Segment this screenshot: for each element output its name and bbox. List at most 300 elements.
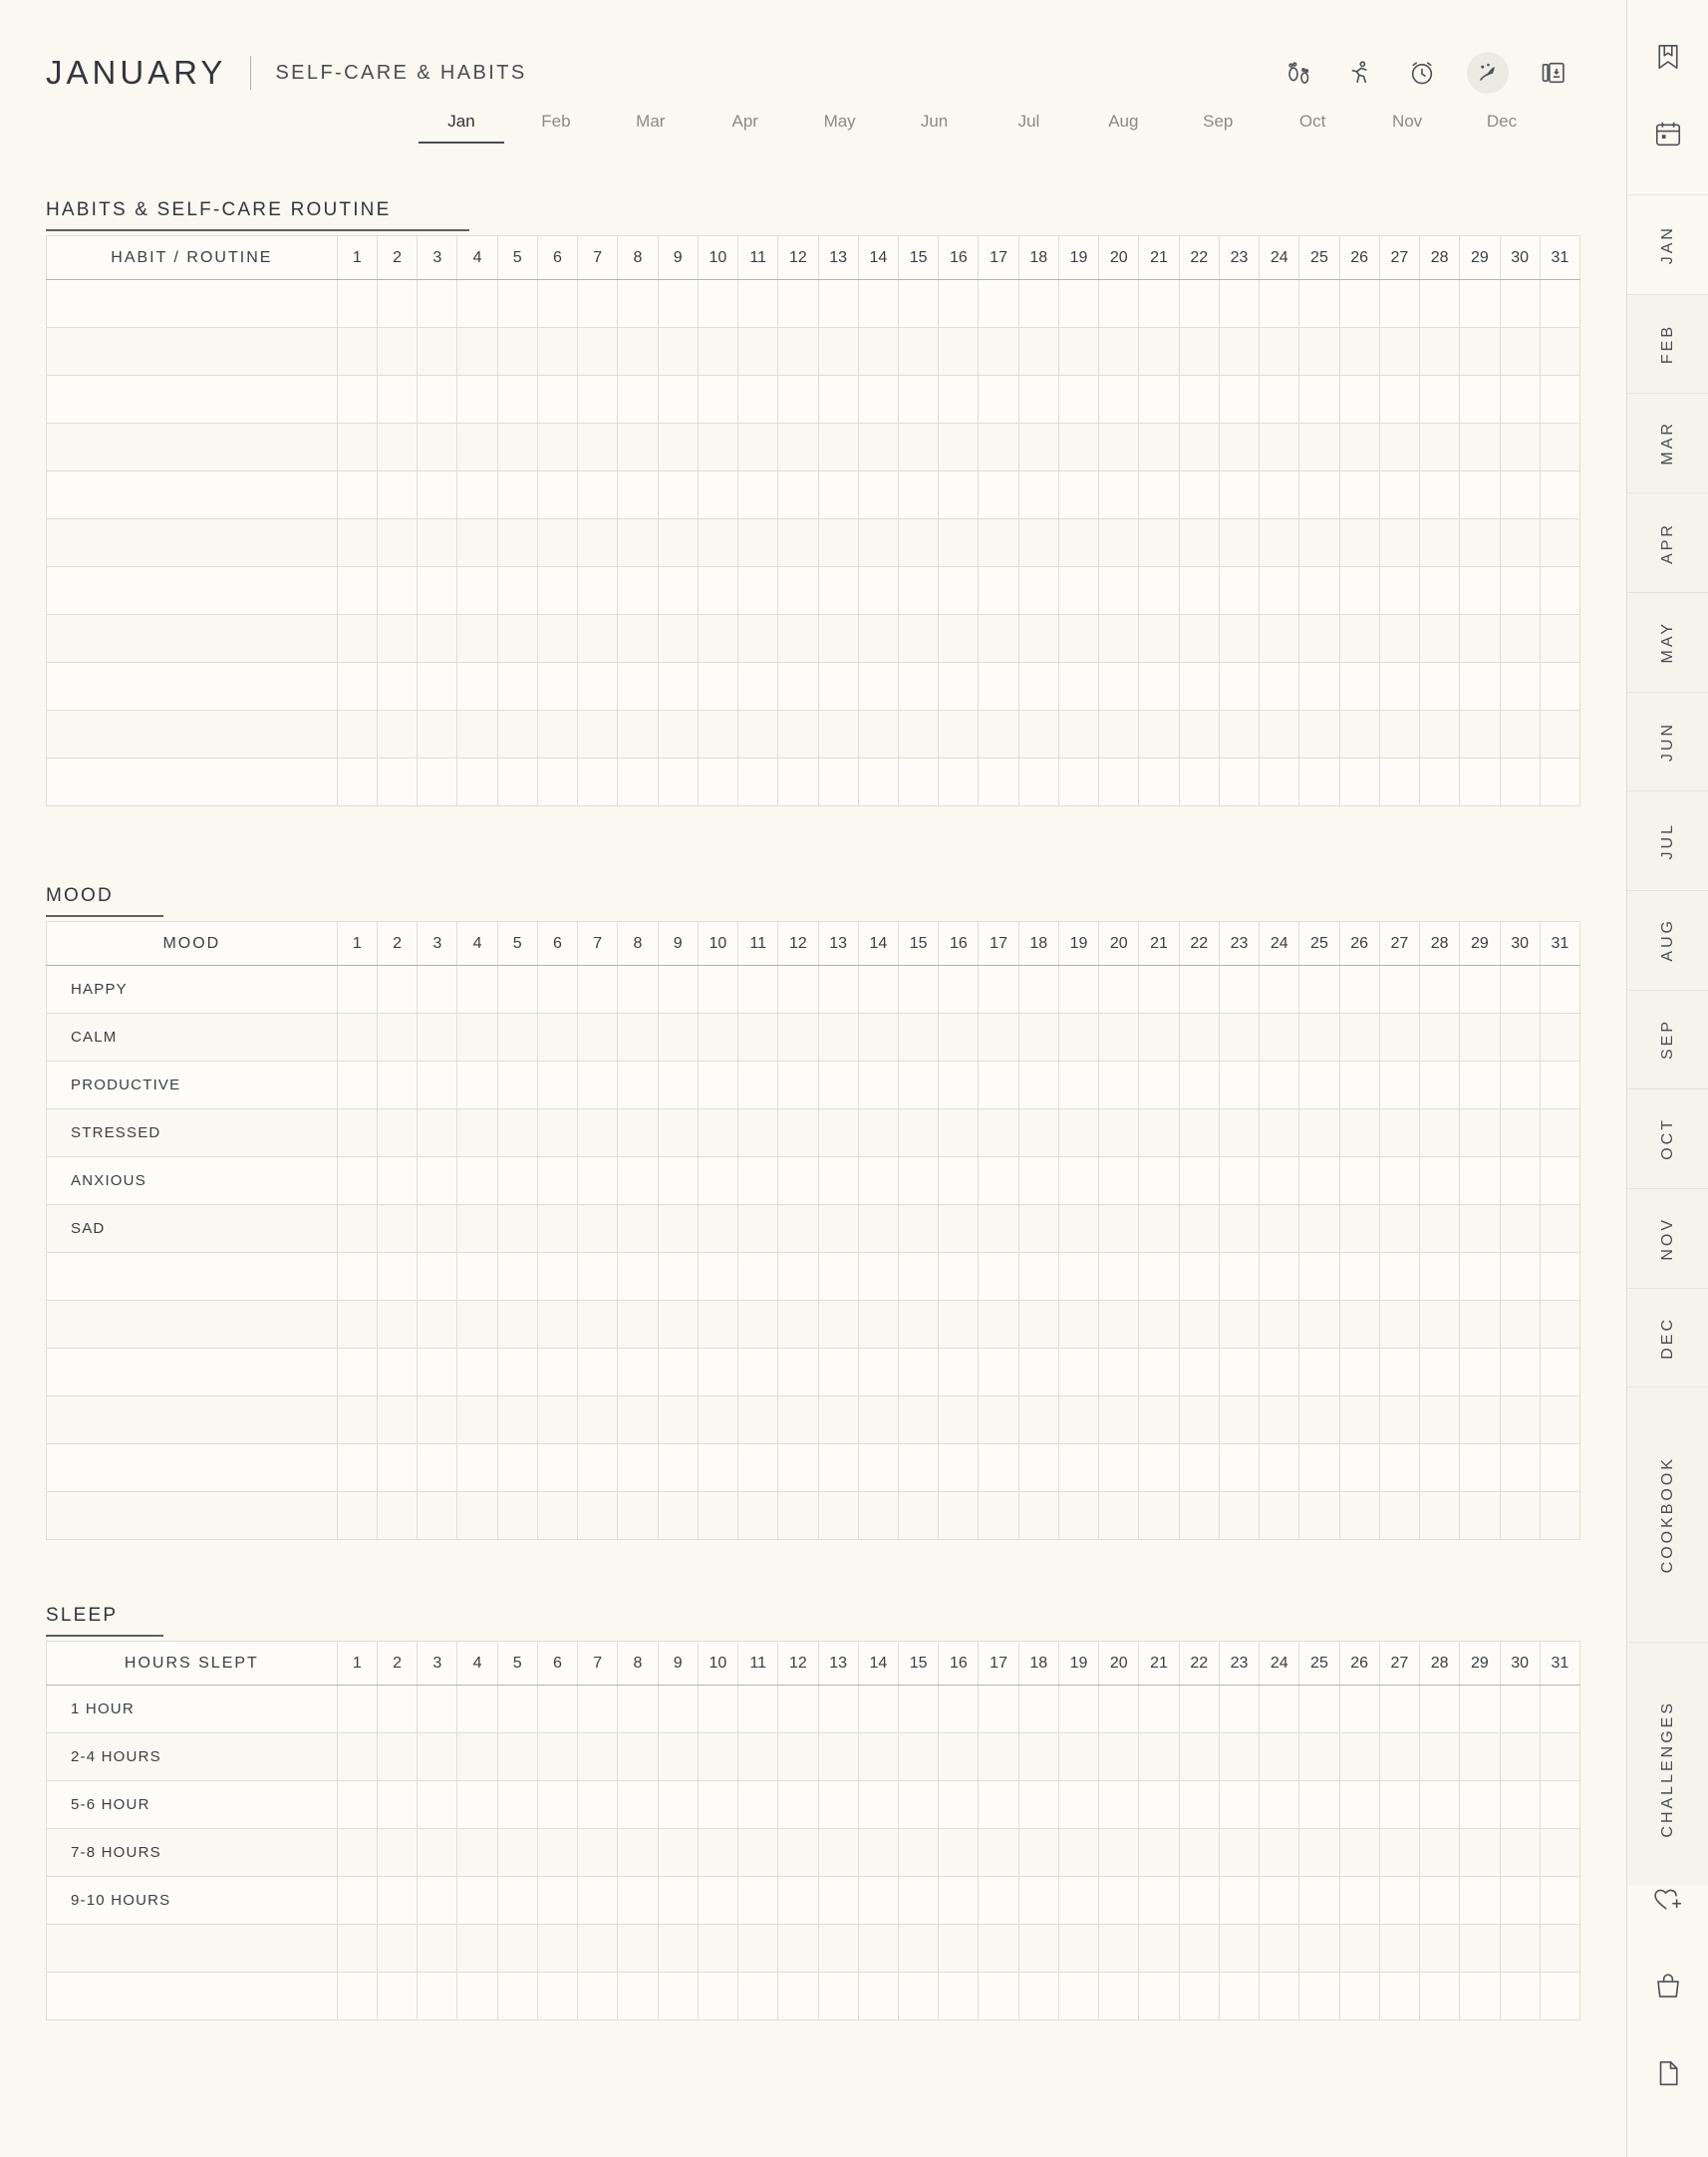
day-cell-28[interactable]	[1420, 424, 1460, 471]
day-cell-6[interactable]	[537, 1109, 577, 1157]
day-cell-26[interactable]	[1339, 1733, 1379, 1781]
day-cell-2[interactable]	[377, 1781, 417, 1829]
day-cell-30[interactable]	[1500, 376, 1540, 424]
day-cell-2[interactable]	[377, 1253, 417, 1301]
day-cell-23[interactable]	[1219, 567, 1259, 615]
day-cell-30[interactable]	[1500, 519, 1540, 567]
day-cell-1[interactable]	[337, 1877, 377, 1925]
day-cell-8[interactable]	[618, 1925, 658, 1973]
day-cell-3[interactable]	[418, 1444, 457, 1492]
day-cell-14[interactable]	[858, 376, 898, 424]
day-cell-1[interactable]	[337, 615, 377, 663]
day-cell-16[interactable]	[939, 1781, 979, 1829]
day-cell-28[interactable]	[1420, 1686, 1460, 1733]
day-cell-17[interactable]	[979, 519, 1018, 567]
day-cell-8[interactable]	[618, 1253, 658, 1301]
day-cell-6[interactable]	[537, 1492, 577, 1540]
day-cell-20[interactable]	[1099, 1781, 1139, 1829]
day-cell-5[interactable]	[497, 615, 537, 663]
day-cell-11[interactable]	[738, 615, 778, 663]
day-cell-26[interactable]	[1339, 1253, 1379, 1301]
day-cell-27[interactable]	[1379, 1492, 1419, 1540]
day-cell-19[interactable]	[1058, 759, 1098, 806]
day-cell-14[interactable]	[858, 1396, 898, 1444]
day-cell-31[interactable]	[1540, 759, 1579, 806]
day-cell-16[interactable]	[939, 1157, 979, 1205]
day-cell-10[interactable]	[698, 759, 737, 806]
day-cell-13[interactable]	[818, 1349, 858, 1396]
table-row[interactable]	[47, 424, 1580, 471]
day-cell-9[interactable]	[658, 280, 698, 328]
day-cell-6[interactable]	[537, 663, 577, 711]
day-cell-31[interactable]	[1540, 1301, 1579, 1349]
day-cell-9[interactable]	[658, 1253, 698, 1301]
day-cell-19[interactable]	[1058, 1396, 1098, 1444]
day-cell-19[interactable]	[1058, 1157, 1098, 1205]
day-cell-18[interactable]	[1018, 1925, 1058, 1973]
day-cell-2[interactable]	[377, 1301, 417, 1349]
day-cell-27[interactable]	[1379, 711, 1419, 759]
day-cell-27[interactable]	[1379, 1973, 1419, 2020]
day-cell-16[interactable]	[939, 519, 979, 567]
month-tab-sep[interactable]: Sep	[1203, 112, 1234, 131]
day-cell-19[interactable]	[1058, 1014, 1098, 1062]
day-cell-29[interactable]	[1460, 1877, 1500, 1925]
day-cell-25[interactable]	[1299, 567, 1339, 615]
day-cell-20[interactable]	[1099, 376, 1139, 424]
day-cell-21[interactable]	[1139, 1157, 1179, 1205]
day-cell-17[interactable]	[979, 1014, 1018, 1062]
day-cell-24[interactable]	[1260, 519, 1299, 567]
day-cell-31[interactable]	[1540, 711, 1579, 759]
day-cell-17[interactable]	[979, 1396, 1018, 1444]
day-cell-7[interactable]	[578, 1492, 618, 1540]
day-cell-30[interactable]	[1500, 1157, 1540, 1205]
day-cell-12[interactable]	[778, 663, 818, 711]
month-tab-nov[interactable]: Nov	[1391, 112, 1423, 131]
day-cell-5[interactable]	[497, 1829, 537, 1877]
day-cell-31[interactable]	[1540, 1444, 1579, 1492]
day-cell-28[interactable]	[1420, 1444, 1460, 1492]
day-cell-4[interactable]	[457, 424, 497, 471]
day-cell-4[interactable]	[457, 1973, 497, 2020]
day-cell-25[interactable]	[1299, 519, 1339, 567]
row-label[interactable]	[47, 471, 338, 519]
day-cell-18[interactable]	[1018, 1205, 1058, 1253]
day-cell-5[interactable]	[497, 376, 537, 424]
day-cell-3[interactable]	[418, 1396, 457, 1444]
day-cell-23[interactable]	[1219, 1157, 1259, 1205]
day-cell-27[interactable]	[1379, 1062, 1419, 1109]
day-cell-18[interactable]	[1018, 1733, 1058, 1781]
day-cell-17[interactable]	[979, 663, 1018, 711]
day-cell-21[interactable]	[1139, 1973, 1179, 2020]
day-cell-25[interactable]	[1299, 1925, 1339, 1973]
day-cell-29[interactable]	[1460, 471, 1500, 519]
day-cell-13[interactable]	[818, 1925, 858, 1973]
day-cell-8[interactable]	[618, 615, 658, 663]
day-cell-2[interactable]	[377, 471, 417, 519]
day-cell-4[interactable]	[457, 1925, 497, 1973]
day-cell-28[interactable]	[1420, 1062, 1460, 1109]
day-cell-14[interactable]	[858, 759, 898, 806]
day-cell-16[interactable]	[939, 1109, 979, 1157]
day-cell-21[interactable]	[1139, 1444, 1179, 1492]
day-cell-11[interactable]	[738, 1686, 778, 1733]
day-cell-10[interactable]	[698, 1781, 737, 1829]
day-cell-18[interactable]	[1018, 711, 1058, 759]
day-cell-5[interactable]	[497, 328, 537, 376]
day-cell-5[interactable]	[497, 1733, 537, 1781]
day-cell-20[interactable]	[1099, 519, 1139, 567]
day-cell-22[interactable]	[1179, 1014, 1219, 1062]
day-cell-23[interactable]	[1219, 1444, 1259, 1492]
day-cell-20[interactable]	[1099, 1733, 1139, 1781]
day-cell-13[interactable]	[818, 1396, 858, 1444]
day-cell-21[interactable]	[1139, 966, 1179, 1014]
day-cell-23[interactable]	[1219, 1396, 1259, 1444]
day-cell-14[interactable]	[858, 1492, 898, 1540]
day-cell-21[interactable]	[1139, 1733, 1179, 1781]
bookmark-icon[interactable]	[1653, 42, 1683, 77]
day-cell-5[interactable]	[497, 1396, 537, 1444]
row-label[interactable]: 9-10 HOURS	[47, 1877, 338, 1925]
day-cell-13[interactable]	[818, 1157, 858, 1205]
day-cell-17[interactable]	[979, 1877, 1018, 1925]
day-cell-8[interactable]	[618, 1205, 658, 1253]
day-cell-26[interactable]	[1339, 1349, 1379, 1396]
day-cell-18[interactable]	[1018, 1253, 1058, 1301]
day-cell-7[interactable]	[578, 1301, 618, 1349]
month-tab-mar[interactable]: Mar	[636, 112, 666, 131]
day-cell-12[interactable]	[778, 1686, 818, 1733]
day-cell-9[interactable]	[658, 1492, 698, 1540]
day-cell-13[interactable]	[818, 328, 858, 376]
day-cell-14[interactable]	[858, 1781, 898, 1829]
day-cell-14[interactable]	[858, 1349, 898, 1396]
day-cell-29[interactable]	[1460, 1109, 1500, 1157]
month-selector[interactable]	[419, 112, 1545, 144]
day-cell-28[interactable]	[1420, 1973, 1460, 2020]
day-cell-7[interactable]	[578, 1925, 618, 1973]
row-label[interactable]	[47, 759, 338, 806]
day-cell-18[interactable]	[1018, 1973, 1058, 2020]
rail-tab-may[interactable]	[1627, 593, 1708, 693]
row-label[interactable]	[47, 1253, 338, 1301]
day-cell-24[interactable]	[1260, 328, 1299, 376]
day-cell-28[interactable]	[1420, 471, 1460, 519]
day-cell-20[interactable]	[1099, 663, 1139, 711]
day-cell-7[interactable]	[578, 1205, 618, 1253]
day-cell-14[interactable]	[858, 1014, 898, 1062]
day-cell-8[interactable]	[618, 280, 658, 328]
day-cell-3[interactable]	[418, 711, 457, 759]
day-cell-22[interactable]	[1179, 1444, 1219, 1492]
day-cell-30[interactable]	[1500, 280, 1540, 328]
day-cell-27[interactable]	[1379, 1396, 1419, 1444]
day-cell-26[interactable]	[1339, 1109, 1379, 1157]
day-cell-31[interactable]	[1540, 471, 1579, 519]
day-cell-20[interactable]	[1099, 567, 1139, 615]
day-cell-19[interactable]	[1058, 1062, 1098, 1109]
day-cell-9[interactable]	[658, 966, 698, 1014]
day-cell-5[interactable]	[497, 280, 537, 328]
day-cell-10[interactable]	[698, 1877, 737, 1925]
day-cell-21[interactable]	[1139, 663, 1179, 711]
day-cell-8[interactable]	[618, 424, 658, 471]
day-cell-25[interactable]	[1299, 1973, 1339, 2020]
day-cell-2[interactable]	[377, 1492, 417, 1540]
day-cell-13[interactable]	[818, 1253, 858, 1301]
day-cell-30[interactable]	[1500, 1829, 1540, 1877]
habits-table-body[interactable]	[47, 280, 1580, 806]
day-cell-7[interactable]	[578, 1062, 618, 1109]
day-cell-4[interactable]	[457, 711, 497, 759]
day-cell-28[interactable]	[1420, 759, 1460, 806]
day-cell-10[interactable]	[698, 519, 737, 567]
day-cell-23[interactable]	[1219, 1686, 1259, 1733]
day-cell-2[interactable]	[377, 1877, 417, 1925]
day-cell-21[interactable]	[1139, 328, 1179, 376]
day-cell-15[interactable]	[898, 1109, 938, 1157]
day-cell-18[interactable]	[1018, 1492, 1058, 1540]
day-cell-15[interactable]	[898, 615, 938, 663]
day-cell-28[interactable]	[1420, 1925, 1460, 1973]
day-cell-7[interactable]	[578, 966, 618, 1014]
day-cell-2[interactable]	[377, 328, 417, 376]
day-cell-30[interactable]	[1500, 711, 1540, 759]
day-cell-11[interactable]	[738, 1492, 778, 1540]
day-cell-24[interactable]	[1260, 1014, 1299, 1062]
day-cell-13[interactable]	[818, 1781, 858, 1829]
day-cell-15[interactable]	[898, 376, 938, 424]
day-cell-29[interactable]	[1460, 1014, 1500, 1062]
day-cell-21[interactable]	[1139, 711, 1179, 759]
day-cell-3[interactable]	[418, 1829, 457, 1877]
day-cell-9[interactable]	[658, 1396, 698, 1444]
day-cell-16[interactable]	[939, 1205, 979, 1253]
day-cell-13[interactable]	[818, 663, 858, 711]
day-cell-11[interactable]	[738, 328, 778, 376]
day-cell-16[interactable]	[939, 328, 979, 376]
day-cell-4[interactable]	[457, 328, 497, 376]
day-cell-1[interactable]	[337, 1205, 377, 1253]
day-cell-22[interactable]	[1179, 1829, 1219, 1877]
day-cell-2[interactable]	[377, 966, 417, 1014]
day-cell-11[interactable]	[738, 1877, 778, 1925]
day-cell-7[interactable]	[578, 1973, 618, 2020]
row-label[interactable]	[47, 567, 338, 615]
day-cell-5[interactable]	[497, 1014, 537, 1062]
day-cell-12[interactable]	[778, 376, 818, 424]
day-cell-9[interactable]	[658, 567, 698, 615]
day-cell-9[interactable]	[658, 519, 698, 567]
day-cell-10[interactable]	[698, 376, 737, 424]
day-cell-18[interactable]	[1018, 615, 1058, 663]
day-cell-29[interactable]	[1460, 1686, 1500, 1733]
day-cell-3[interactable]	[418, 615, 457, 663]
day-cell-15[interactable]	[898, 1253, 938, 1301]
day-cell-7[interactable]	[578, 1109, 618, 1157]
day-cell-25[interactable]	[1299, 1829, 1339, 1877]
day-cell-27[interactable]	[1379, 376, 1419, 424]
day-cell-3[interactable]	[418, 1686, 457, 1733]
day-cell-8[interactable]	[618, 1492, 658, 1540]
day-cell-26[interactable]	[1339, 471, 1379, 519]
day-cell-15[interactable]	[898, 1492, 938, 1540]
day-cell-18[interactable]	[1018, 280, 1058, 328]
day-cell-17[interactable]	[979, 1062, 1018, 1109]
day-cell-27[interactable]	[1379, 1253, 1419, 1301]
day-cell-31[interactable]	[1540, 1829, 1579, 1877]
day-cell-6[interactable]	[537, 280, 577, 328]
row-label[interactable]: 7-8 HOURS	[47, 1829, 338, 1877]
day-cell-23[interactable]	[1219, 519, 1259, 567]
day-cell-11[interactable]	[738, 471, 778, 519]
day-cell-30[interactable]	[1500, 1062, 1540, 1109]
day-cell-14[interactable]	[858, 471, 898, 519]
day-cell-15[interactable]	[898, 1733, 938, 1781]
day-cell-2[interactable]	[377, 1062, 417, 1109]
day-cell-22[interactable]	[1179, 1686, 1219, 1733]
table-row[interactable]	[47, 615, 1580, 663]
day-cell-27[interactable]	[1379, 471, 1419, 519]
day-cell-20[interactable]	[1099, 424, 1139, 471]
day-cell-22[interactable]	[1179, 1396, 1219, 1444]
day-cell-3[interactable]	[418, 280, 457, 328]
day-cell-4[interactable]	[457, 1686, 497, 1733]
day-cell-5[interactable]	[497, 1973, 537, 2020]
heart-plus-icon[interactable]	[1652, 1885, 1684, 1920]
day-cell-24[interactable]	[1260, 1396, 1299, 1444]
day-cell-8[interactable]	[618, 1444, 658, 1492]
day-cell-3[interactable]	[418, 1062, 457, 1109]
day-cell-2[interactable]	[377, 567, 417, 615]
day-cell-26[interactable]	[1339, 615, 1379, 663]
day-cell-6[interactable]	[537, 376, 577, 424]
rail-tab-aug[interactable]	[1627, 891, 1708, 991]
day-cell-18[interactable]	[1018, 567, 1058, 615]
day-cell-26[interactable]	[1339, 1396, 1379, 1444]
rail-tab-jul[interactable]	[1627, 791, 1708, 891]
day-cell-8[interactable]	[618, 966, 658, 1014]
day-cell-2[interactable]	[377, 711, 417, 759]
day-cell-14[interactable]	[858, 1109, 898, 1157]
day-cell-30[interactable]	[1500, 1686, 1540, 1733]
day-cell-16[interactable]	[939, 1829, 979, 1877]
day-cell-30[interactable]	[1500, 1492, 1540, 1540]
table-row[interactable]	[47, 1733, 1580, 1781]
day-cell-30[interactable]	[1500, 1444, 1540, 1492]
rail-tab-apr[interactable]	[1627, 493, 1708, 593]
day-cell-27[interactable]	[1379, 519, 1419, 567]
day-cell-29[interactable]	[1460, 567, 1500, 615]
day-cell-28[interactable]	[1420, 1733, 1460, 1781]
day-cell-28[interactable]	[1420, 1396, 1460, 1444]
day-cell-29[interactable]	[1460, 663, 1500, 711]
day-cell-4[interactable]	[457, 615, 497, 663]
day-cell-21[interactable]	[1139, 471, 1179, 519]
day-cell-19[interactable]	[1058, 376, 1098, 424]
day-cell-8[interactable]	[618, 471, 658, 519]
day-cell-28[interactable]	[1420, 328, 1460, 376]
day-cell-26[interactable]	[1339, 663, 1379, 711]
day-cell-19[interactable]	[1058, 1349, 1098, 1396]
day-cell-4[interactable]	[457, 1396, 497, 1444]
day-cell-14[interactable]	[858, 966, 898, 1014]
day-cell-25[interactable]	[1299, 471, 1339, 519]
day-cell-13[interactable]	[818, 1973, 858, 2020]
day-cell-25[interactable]	[1299, 1205, 1339, 1253]
day-cell-12[interactable]	[778, 1877, 818, 1925]
day-cell-12[interactable]	[778, 1349, 818, 1396]
day-cell-15[interactable]	[898, 1062, 938, 1109]
day-cell-30[interactable]	[1500, 1349, 1540, 1396]
day-cell-1[interactable]	[337, 1349, 377, 1396]
day-cell-9[interactable]	[658, 1733, 698, 1781]
month-tab-may[interactable]: May	[823, 112, 856, 131]
day-cell-8[interactable]	[618, 376, 658, 424]
day-cell-19[interactable]	[1058, 1205, 1098, 1253]
day-cell-22[interactable]	[1179, 1062, 1219, 1109]
day-cell-26[interactable]	[1339, 1877, 1379, 1925]
day-cell-1[interactable]	[337, 1492, 377, 1540]
day-cell-14[interactable]	[858, 1444, 898, 1492]
day-cell-15[interactable]	[898, 1877, 938, 1925]
day-cell-3[interactable]	[418, 1109, 457, 1157]
day-cell-31[interactable]	[1540, 1253, 1579, 1301]
row-label[interactable]	[47, 1973, 338, 2020]
day-cell-30[interactable]	[1500, 1396, 1540, 1444]
day-cell-22[interactable]	[1179, 1733, 1219, 1781]
day-cell-17[interactable]	[979, 1349, 1018, 1396]
day-cell-19[interactable]	[1058, 1877, 1098, 1925]
day-cell-22[interactable]	[1179, 328, 1219, 376]
day-cell-23[interactable]	[1219, 1877, 1259, 1925]
day-cell-4[interactable]	[457, 1109, 497, 1157]
day-cell-27[interactable]	[1379, 1205, 1419, 1253]
day-cell-19[interactable]	[1058, 1686, 1098, 1733]
day-cell-1[interactable]	[337, 376, 377, 424]
day-cell-6[interactable]	[537, 1686, 577, 1733]
day-cell-11[interactable]	[738, 663, 778, 711]
day-cell-11[interactable]	[738, 1301, 778, 1349]
day-cell-30[interactable]	[1500, 1877, 1540, 1925]
day-cell-18[interactable]	[1018, 1444, 1058, 1492]
row-label[interactable]	[47, 280, 338, 328]
day-cell-22[interactable]	[1179, 471, 1219, 519]
day-cell-24[interactable]	[1260, 471, 1299, 519]
row-label[interactable]	[47, 1396, 338, 1444]
day-cell-17[interactable]	[979, 966, 1018, 1014]
day-cell-12[interactable]	[778, 711, 818, 759]
table-row[interactable]	[47, 1781, 1580, 1829]
day-cell-25[interactable]	[1299, 424, 1339, 471]
day-cell-8[interactable]	[618, 1109, 658, 1157]
day-cell-20[interactable]	[1099, 1301, 1139, 1349]
day-cell-4[interactable]	[457, 567, 497, 615]
row-label[interactable]: PRODUCTIVE	[47, 1062, 338, 1109]
day-cell-9[interactable]	[658, 1349, 698, 1396]
day-cell-7[interactable]	[578, 1733, 618, 1781]
row-label[interactable]	[47, 328, 338, 376]
day-cell-9[interactable]	[658, 1301, 698, 1349]
day-cell-16[interactable]	[939, 424, 979, 471]
table-row[interactable]	[47, 1014, 1580, 1062]
day-cell-14[interactable]	[858, 1973, 898, 2020]
day-cell-31[interactable]	[1540, 1781, 1579, 1829]
day-cell-12[interactable]	[778, 615, 818, 663]
